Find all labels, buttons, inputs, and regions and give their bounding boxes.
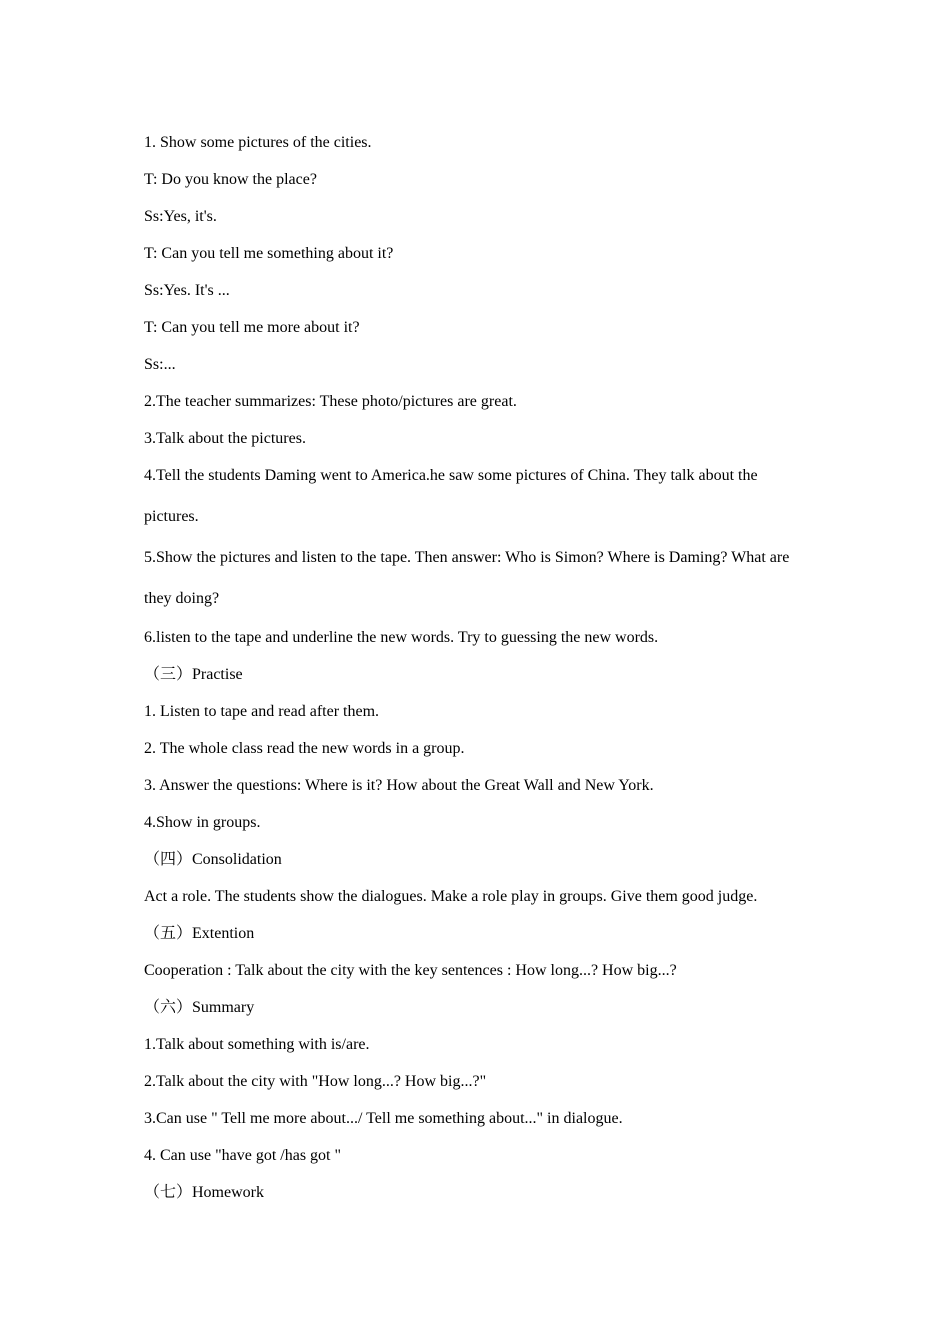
summary-item: 3.Can use " Tell me more about.../ Tell me something about..." in dialogue. (144, 1110, 623, 1127)
practise-item: 1. Listen to tape and read after them. (144, 703, 380, 720)
paragraph-step-6: 6.listen to the tape and underline the new words. Try to guessing the new words. (144, 629, 659, 646)
dialogue-line: Ss:Yes. It's ... (144, 282, 230, 299)
section-heading-practise: （三）Practise (144, 666, 243, 683)
dialogue-line: T: Do you know the place? (144, 171, 317, 188)
dialogue-line: T: Can you tell me something about it? (144, 245, 394, 262)
practise-item: 2. The whole class read the new words in a group. (144, 740, 465, 757)
section-heading-extention: （五）Extention (144, 925, 255, 942)
section-heading-homework: （七）Homework (144, 1184, 264, 1201)
document-body (144, 124, 806, 1211)
paragraph-step-2: 2.The teacher summarizes: These photo/pictures are great. (144, 393, 517, 410)
practise-item: 3. Answer the questions: Where is it? How about the Great Wall and New York. (144, 777, 654, 794)
consolidation-text: Act a role. The students show the dialogues. Make a role play in groups. Give them good judge. (144, 888, 758, 905)
summary-item: 1.Talk about something with is/are. (144, 1036, 370, 1053)
summary-item: 2.Talk about the city with "How long...? How big...?" (144, 1073, 487, 1090)
paragraph-step-4: 4.Tell the students Daming went to America.he saw some pictures of China. They talk about the pictures. (144, 467, 758, 525)
section-heading-consolidation: （四）Consolidation (144, 851, 282, 868)
extention-text: Cooperation : Talk about the city with the key sentences : How long...? How big...? (144, 962, 677, 979)
paragraph-step-5: 5.Show the pictures and listen to the tape. Then answer: Who is Simon? Where is Daming? What are they doing? (144, 549, 790, 607)
paragraph-step-3: 3.Talk about the pictures. (144, 430, 306, 447)
dialogue-line: Ss:Yes, it's. (144, 208, 217, 225)
section-heading-summary: （六）Summary (144, 999, 255, 1016)
summary-item: 4. Can use "have got /has got " (144, 1147, 342, 1164)
dialogue-line: T: Can you tell me more about it? (144, 319, 360, 336)
practise-item: 4.Show in groups. (144, 814, 261, 831)
paragraph-step-1: 1. Show some pictures of the cities. (144, 134, 372, 151)
dialogue-line: Ss:... (144, 356, 176, 373)
